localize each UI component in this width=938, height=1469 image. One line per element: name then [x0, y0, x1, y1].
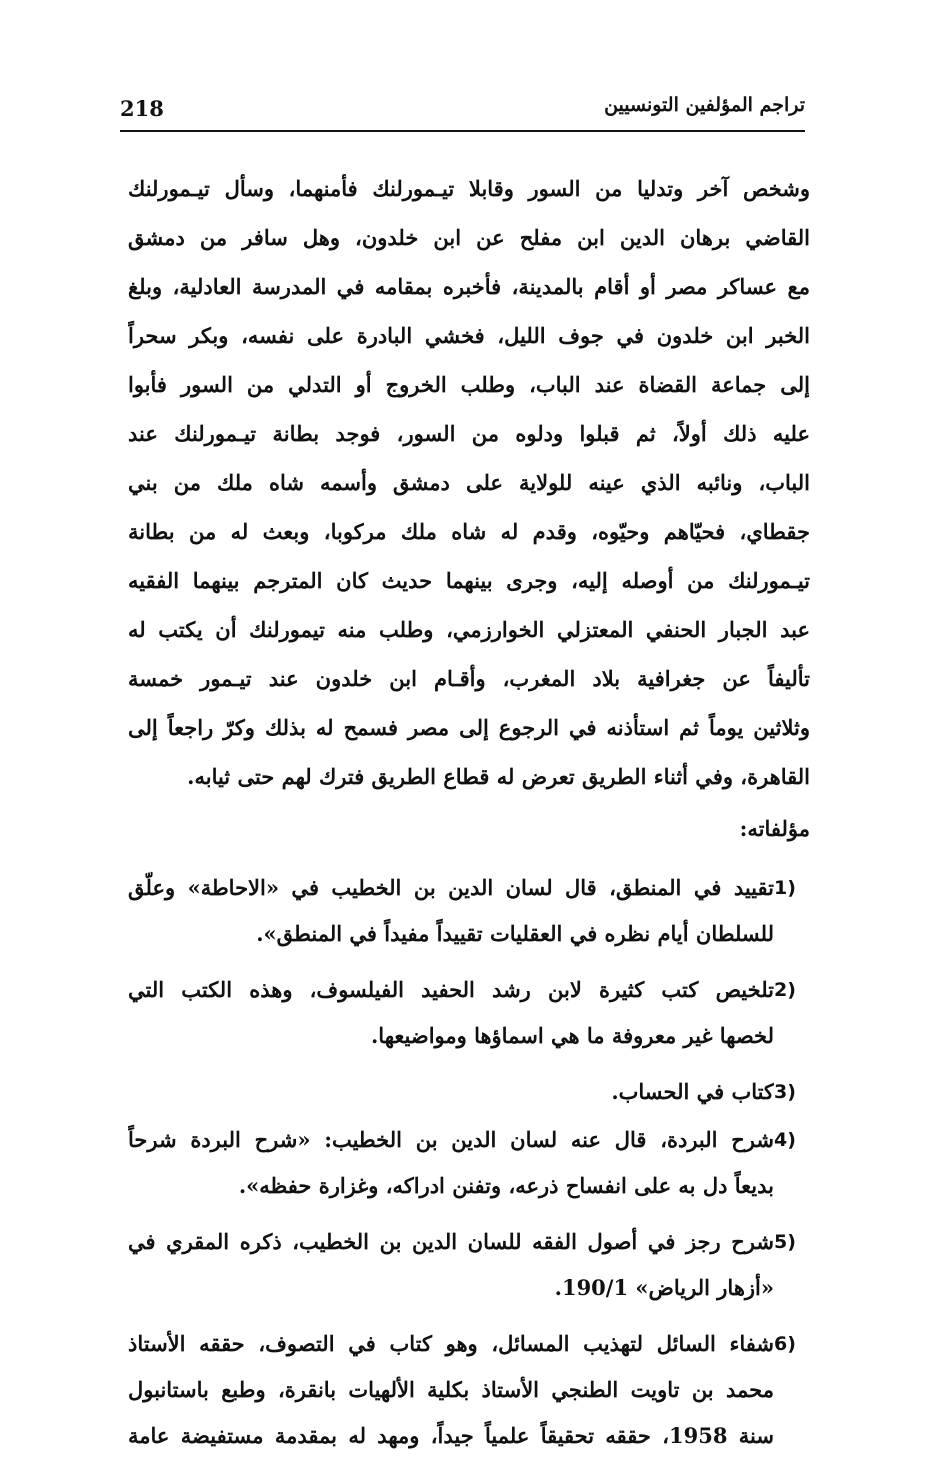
paragraph-line: تأليفاً عن جغرافية بلاد المغرب، وأقـام ابن خلدون عند تيـمور خمسة: [128, 666, 810, 691]
paragraph-line: عليه ذلك أولاً، ثم قبلوا ودلوه من السور، فوجد بطانة تيـمورلنك عند: [128, 421, 810, 446]
item-number: 1): [774, 877, 796, 899]
paragraph-line: إلى جماعة القضاة عند الباب، وطلب الخروج أو التدلي من السور فأبوا: [128, 372, 810, 397]
item-text-line: بديعاً دل به على انفساح ذرعه، وتفنن ادراكه، وغزارة حفظه».: [238, 1173, 774, 1198]
works-list-item: [128, 1321, 810, 1459]
item-text-line: سنة 1958، حققه تحقيقاً علمياً جيداً، ومهد له بمقدمة مستفيضة عامة: [128, 1423, 774, 1448]
item-number: 6): [774, 1333, 796, 1355]
paragraph-line: وثلاثين يوماً ثم استأذنه في الرجوع إلى مصر فسمح له بذلك وكرّ راجعاً إلى: [128, 715, 810, 740]
item-text-line: شفاء السائل لتهذيب المسائل، وهو كتاب في التصوف، حققه الأستاذ: [128, 1331, 774, 1356]
item-text-line: تلخيص كتب كثيرة لابن رشد الحفيد الفيلسوف، وهذه الكتب التي: [128, 977, 774, 1002]
paragraph-line: تيـمورلنك من أوصله إليه، وجرى بينهما حديث كان المترجم بينهما الفقيه: [128, 568, 810, 593]
paragraph-line: القاضي برهان الدين ابن مفلح عن ابن خلدون، وهل سافر من دمشق: [128, 225, 810, 250]
item-text-line: «أزهار الرياض» 190/1.: [554, 1275, 774, 1300]
item-number: 5): [774, 1231, 796, 1253]
works-list-item: [128, 1219, 810, 1311]
works-heading: مؤلفاته:: [739, 816, 810, 841]
paragraph-line: الباب، ونائبه الذي عينه للولاية على دمشق وأسمه شاه ملك من بني: [128, 470, 810, 495]
item-number: 4): [774, 1129, 796, 1151]
works-list-item: [128, 1117, 810, 1209]
item-text-line: للسلطان أيام نظره في العقليات تقييداً مفيداً في المنطق».: [256, 921, 774, 946]
item-number: 3): [774, 1081, 796, 1103]
item-text-line: شرح البردة، قال عنه لسان الدين بن الخطيب: «شرح البردة شرحاً: [128, 1127, 774, 1152]
paragraph-line: القاهرة، وفي أثناء الطريق تعرض له قطاع الطريق فترك لهم حتى ثيابه.: [187, 764, 810, 789]
page-header: [120, 92, 805, 132]
works-list: [128, 865, 810, 1459]
page-body: [128, 164, 810, 1469]
works-list-item: [128, 967, 810, 1059]
main-paragraph: [128, 164, 810, 801]
works-list-item: [128, 1069, 810, 1115]
item-text-line: محمد بن تاويت الطنجي الأستاذ بكلية الألهيات بانقرة، وطبع باستانبول: [128, 1377, 774, 1402]
item-text-line: كتاب في الحساب.: [611, 1079, 774, 1104]
works-list-item: [128, 865, 810, 957]
paragraph-line: الخبر ابن خلدون في جوف الليل، فخشي البادرة على نفسه، وبكر سحراً: [128, 323, 810, 348]
item-text-line: تقييد في المنطق، قال لسان الدين بن الخطيب في «الاحاطة» وعلّق: [128, 875, 774, 900]
item-text-line: لخصها غير معروفة ما هي اسماؤها ومواضيعها.: [371, 1023, 774, 1048]
page-number: 218: [120, 96, 164, 121]
item-text-line: شرح رجز في أصول الفقه للسان الدين بن الخطيب، ذكره المقري في: [128, 1229, 774, 1254]
paragraph-line: مع عساكر مصر أو أقام بالمدينة، فأخبره بمقامه في المدرسة العادلية، وبلغ: [128, 274, 810, 299]
paragraph-line: وشخص آخر وتدليا من السور وقابلا تيـمورلنك فأمنهما، وسأل تيـمورلنك: [128, 176, 810, 201]
running-title: تراجم المؤلفين التونسيين: [604, 94, 805, 116]
paragraph-line: جقطاي، فحيّاهم وحيّوه، وقدم له شاه ملك مركوبا، وبعث له من بطانة: [128, 519, 810, 544]
paragraph-line: عبد الجبار الحنفي المعتزلي الخوارزمي، وطلب منه تيمورلنك أن يكتب له: [128, 617, 810, 642]
item-number: 2): [774, 979, 796, 1001]
